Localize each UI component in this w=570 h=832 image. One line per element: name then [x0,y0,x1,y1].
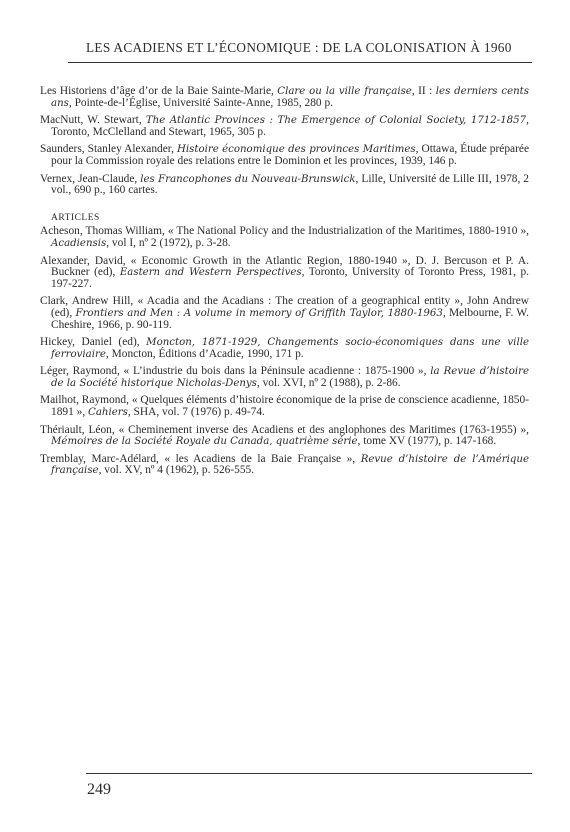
bibliography-entry [40,115,529,138]
entry-text: Saunders, Stanley Alexander, [40,143,177,156]
entry-title-italic: les derniers cents ans [51,86,529,109]
page-number: 249 [87,781,111,798]
section-heading-articles: ARTICLES [51,212,100,223]
entry-title-italic: Clare ou la ville française [277,86,412,97]
entry-title-italic: Moncton, 1871-1929, Changements socio-économiques dans une ville ferroviaire [51,337,529,360]
bibliography-entry [40,256,529,291]
footer-rule [86,773,532,774]
entry-title-italic: Frontiers and Men : A volume in memory of Griffith Taylor, 1880-1963 [75,307,443,319]
entry-text: , Toronto, McClelland and Stewart, 1965, 305 p. [51,114,529,138]
entry-title-italic: Eastern and Western Perspectives [119,267,302,279]
entry-title-italic: Acadiensis [51,237,107,249]
entry-text: Mailhot, Raymond, « Quelques éléments d’histoire économique de la prise de conscience acadienne, 1850-1891 », [40,394,529,419]
bibliography-entry [40,296,529,331]
entry-text: , Pointe-de-l’Église, Université Sainte-Anne, 1985, 280 p. [68,96,334,109]
bibliography-body [40,86,529,483]
entry-title-italic: Histoire économique des provinces Maritimes [176,144,416,156]
entry-text: Clark, Andrew Hill, « Acadia and the Acadians : The creation of a geographical entity », John Andrew (ed), [40,295,529,319]
entry-text: Acheson, Thomas William, « The National Policy and the Industrialization of the Maritimes, 1880-1910 », [40,225,529,238]
entry-title-italic: Mémoires de la Société Royale du Canada, quatrième série [51,436,358,448]
bibliography-entry [40,395,529,418]
entry-text: , Moncton, Éditions d’Acadie, 1990, 171 p. [105,347,304,360]
bibliography-entry [40,366,529,389]
bibliography-entry [40,337,529,360]
entry-text: Les Historiens d’âge d’or de la Baie Sainte-Marie, [40,85,278,97]
bibliography-entry [40,174,529,197]
entry-title-italic: Cahiers [88,407,128,419]
bibliography-books [40,86,529,197]
entry-text: , vol. XVI, nº 2 (1988), p. 2-86. [256,376,401,389]
bibliography-entry [40,144,529,167]
entry-text: MacNutt, W. Stewart, [40,114,146,127]
entry-text: , Ottawa, Étude préparée pour la Commission royale des relations entre le Dominion et les provinces, 1939, 146 p. [51,143,529,167]
header-rule [68,62,532,63]
bibliography-entry [40,226,529,249]
entry-title-italic: The Atlantic Provinces : The Emergence of Colonial Society, 1712-1857 [145,115,527,127]
entry-text: Tremblay, Marc-Adélard, « les Acadiens de la Baie Française », [40,452,361,465]
entry-text: , II : [411,85,436,97]
entry-text: Hickey, Daniel (ed), [40,336,147,349]
entry-text: , Melbourne, F. W. Cheshire, 1966, p. 90-119. [51,306,529,331]
entry-text: , SHA, vol. 7 (1976) p. 49-74. [127,406,265,419]
entry-title-italic: la Revue d’histoire de la Société historique Nicholas-Denys [51,366,529,389]
entry-text: , vol I, nº 2 (1972), p. 3-28. [106,236,231,249]
entry-text: , vol. XV, nº 4 (1962), p. 526-555. [98,464,255,477]
running-head: LES ACADIENS ET L’ÉCONOMIQUE : DE LA COLONISATION À 1960 [86,40,512,55]
entry-text: Thériault, Léon, « Cheminement inverse des Acadiens et des anglophones des Maritimes (1763-1955) », [40,423,529,436]
entry-text: Léger, Raymond, « L’industrie du bois dans la Péninsule acadienne : 1875-1900 », [40,365,431,378]
entry-title-italic: les Francophones du Nouveau-Brunswick [140,173,356,185]
bibliography-articles [40,226,529,477]
entry-text: Vernex, Jean-Claude, [40,172,141,185]
entry-text: Alexander, David, « Economic Growth in the Atlantic Region, 1880-1940 », D. J. Bercuson et P. A. Buckner (ed), [40,254,529,279]
bibliography-entry [40,86,529,109]
entry-title-italic: Revue d’histoire de l’Amérique française [51,453,529,477]
bibliography-entry [40,454,529,477]
entry-text: , Lille, Université de Lille III, 1978, 2 vol., 690 p., 160 cartes. [51,172,530,197]
entry-text: , tome XV (1977), p. 147-168. [357,435,497,448]
entry-text: , Toronto, University of Toronto Press, 1981, p. 197-227. [51,266,529,290]
bibliography-entry [40,425,529,448]
